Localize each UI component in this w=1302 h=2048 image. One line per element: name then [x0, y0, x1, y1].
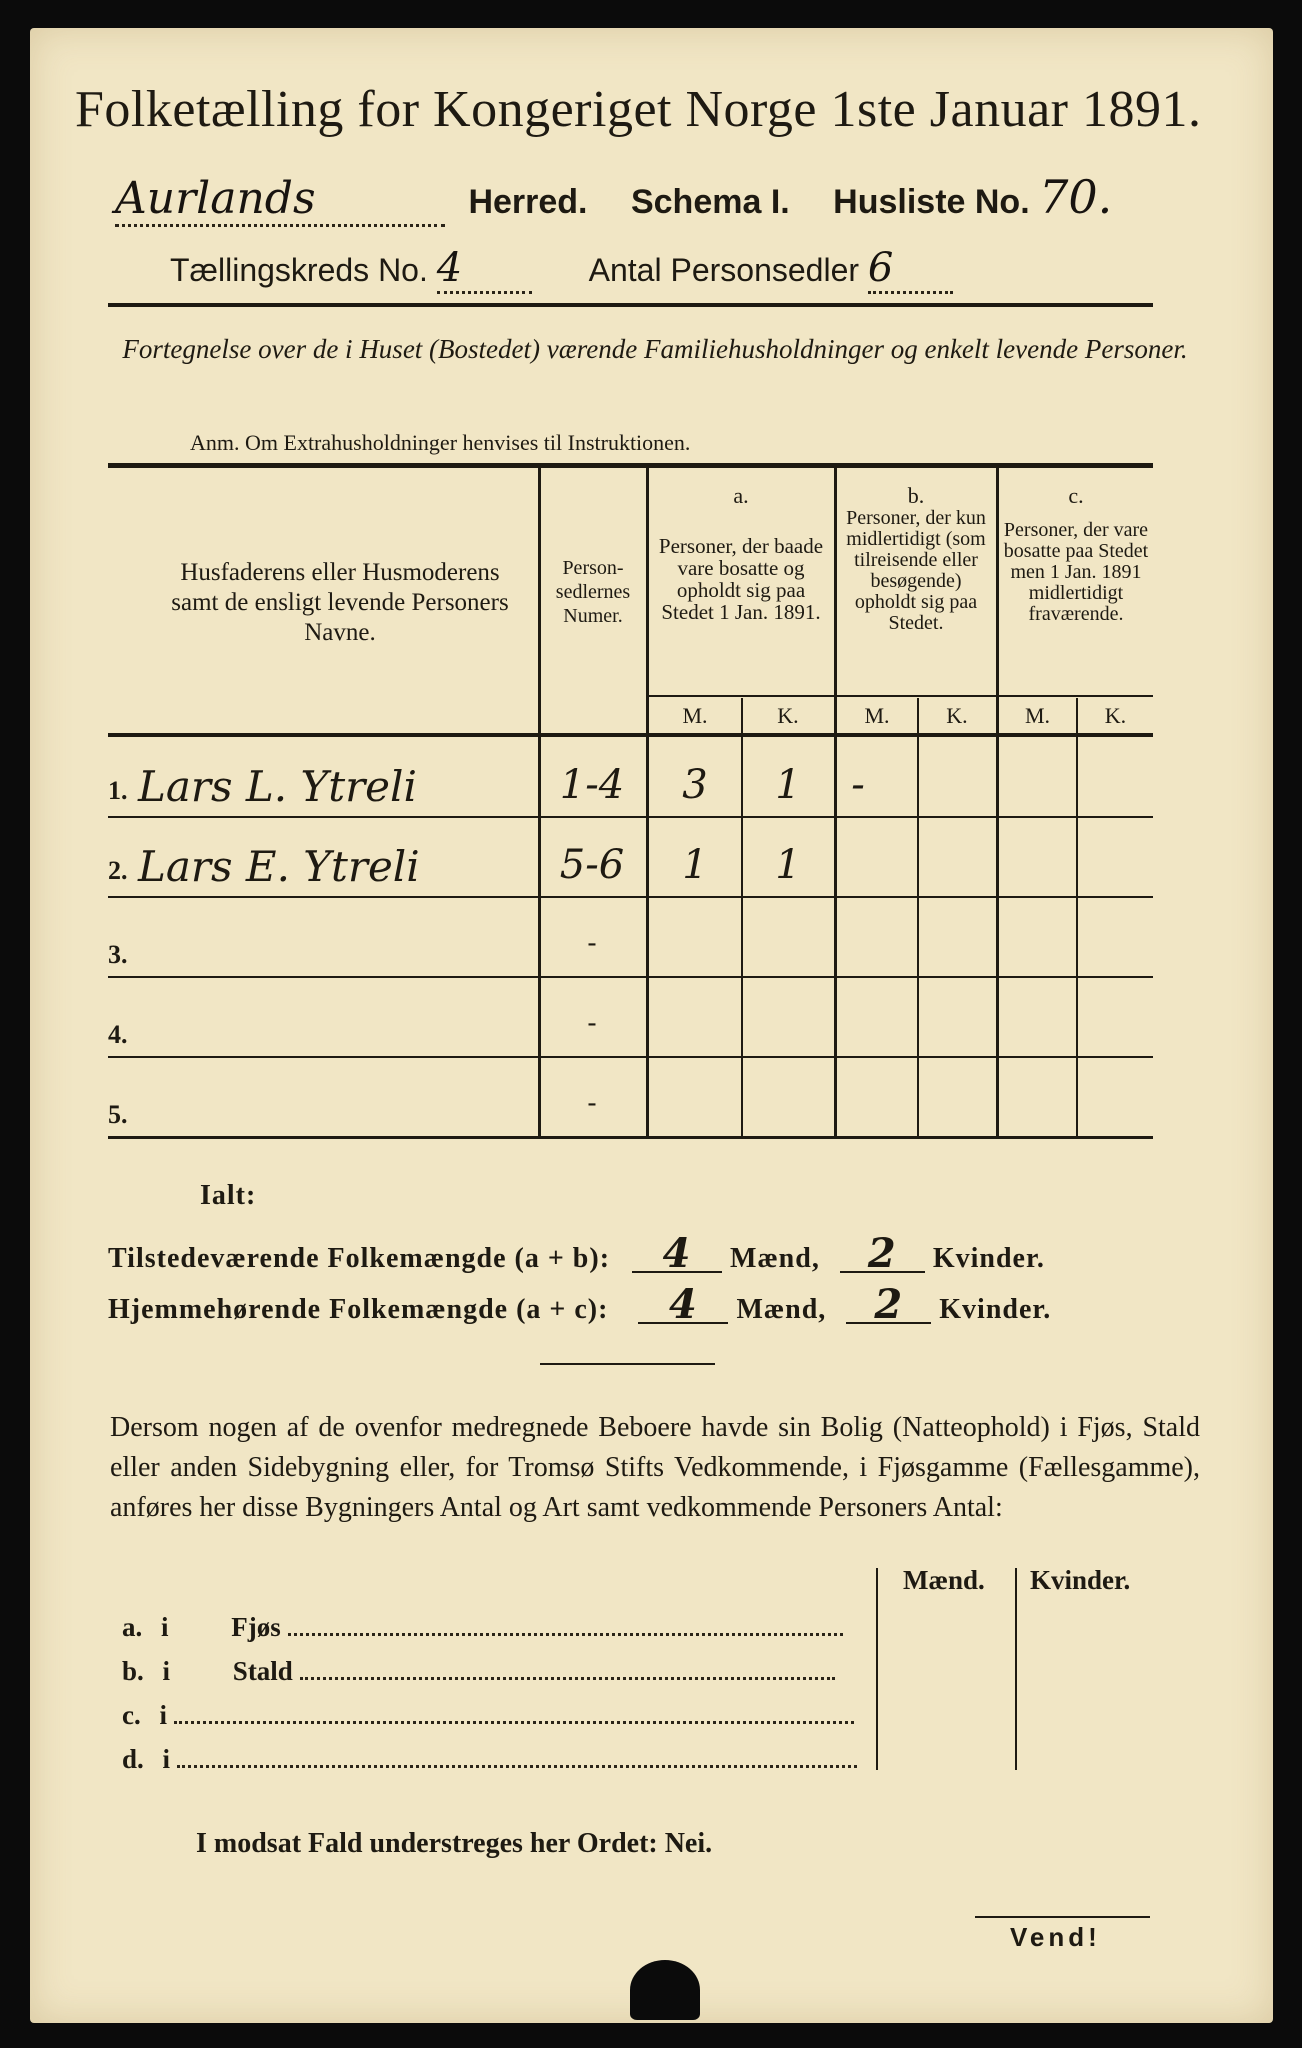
item-letter: c. [122, 1700, 141, 1730]
item-letter: b. [122, 1656, 144, 1686]
col-divider [996, 468, 999, 1136]
item-name: Fjøs [231, 1612, 281, 1642]
resident-kvinder-value: 2 [846, 1288, 931, 1324]
row-num: 1-4 [559, 762, 625, 808]
col-divider [876, 1568, 878, 1770]
form-title: Folketælling for Kongeriget Norge 1ste Januar 1891. [75, 81, 1202, 138]
col-divider [1015, 1568, 1017, 1770]
item-dots [288, 1633, 843, 1636]
resident-kvinder-label: Kvinder. [939, 1294, 1052, 1325]
header-c-m: M. [1024, 703, 1051, 728]
kreds-line [170, 245, 953, 294]
row-name: Lars E. Ytreli [138, 842, 420, 891]
header-c: Personer, der vare bosatte paa Stedet men 1 Jan. 1891 midlertidigt fraværende. [1003, 519, 1149, 625]
anm-note: Anm. Om Extrahusholdninger henvises til Instruktionen. [190, 430, 691, 455]
herred-line [115, 170, 1112, 227]
item-prefix: i [162, 1656, 171, 1686]
resident-maend-label: Mænd, [736, 1294, 827, 1325]
row-a-m: 3 [682, 762, 708, 808]
col-divider [1076, 698, 1078, 1136]
husliste-label: Husliste No. [833, 183, 1030, 221]
resident-maend-value: 4 [638, 1288, 728, 1324]
header-rule [108, 303, 1153, 307]
buildings-maend-header: Mænd. [903, 1565, 985, 1595]
row-name: Lars L. Ytreli [138, 762, 417, 811]
total-line-resident [108, 1281, 1052, 1328]
header-a-m: M. [682, 703, 708, 728]
col-divider [646, 468, 649, 1136]
header-b-letter: b. [907, 483, 925, 508]
row-number: 4. [108, 1020, 128, 1049]
item-dots [300, 1677, 835, 1680]
building-item-fjos [122, 1612, 843, 1643]
row-b-m: - [851, 762, 865, 808]
row-a-m: 1 [682, 842, 708, 888]
vend-rule [975, 1916, 1150, 1918]
table-bottom-rule [108, 1136, 1153, 1139]
row-a-k: 1 [775, 842, 801, 888]
header-a: Personer, der baade vare bosatte og opholdt sig paa Stedet 1 Jan. 1891. [658, 534, 824, 624]
present-maend-value: 4 [632, 1237, 722, 1273]
header-b: Personer, der kun midlertidigt (som tilreisende eller besøgende) opholdt sig paa Stedet. [846, 507, 986, 634]
nei-line: I modsat Fald understreges her Ordet: Nei. [196, 1828, 713, 1859]
col-divider [834, 468, 837, 1136]
item-dots [177, 1765, 857, 1768]
header-names: Husfaderens eller Husmoderens samt de ensligt levende Personers Navne. [171, 559, 509, 646]
row-number: 5. [108, 1100, 128, 1129]
schema-label: Schema I. [630, 183, 790, 221]
row-number: 3. [108, 940, 128, 969]
header-numbers: Person-sedlernes Numer. [555, 557, 631, 627]
herred-label: Herred. [468, 183, 588, 221]
row-a-k: 1 [775, 762, 801, 808]
row-rule [108, 896, 1153, 898]
row-rule [108, 1056, 1153, 1058]
row-num: - [587, 1006, 597, 1039]
header-c-k: K. [1104, 703, 1127, 728]
item-letter: a. [122, 1612, 143, 1642]
header-b-k: K. [946, 703, 968, 728]
resident-label: Hjemmehørende Folkemængde (a + c): [108, 1294, 609, 1325]
subheader-rule [646, 695, 1153, 697]
kreds-value: 4 [437, 245, 532, 294]
ink-blot [630, 1960, 700, 2020]
header-c-letter: c. [1068, 483, 1084, 508]
row-num: 5-6 [559, 842, 625, 888]
row-number: 2. [108, 856, 128, 885]
header-b-m: M. [864, 703, 890, 728]
separator-rule [540, 1363, 715, 1365]
present-label: Tilstedeværende Folkemængde (a + b): [108, 1243, 611, 1274]
row-num: - [587, 926, 597, 959]
building-item-d [122, 1744, 857, 1775]
antal-label: Antal Personsedler [588, 252, 860, 288]
item-dots [174, 1721, 854, 1724]
item-prefix: i [159, 1700, 167, 1730]
husliste-value: 70. [1039, 170, 1113, 224]
total-line-present [108, 1230, 1045, 1277]
present-kvinder-label: Kvinder. [932, 1243, 1045, 1274]
buildings-paragraph: Dersom nogen af de ovenfor medregnede Beboere havde sin Bolig (Natteophold) i Fjøs, Stald eller anden Sidebygning eller, for Tromsø Stifts Vedkommende, i Fjøsgamme (Fællesgamme), anføres her disse Bygningers Antal og Art samt vedkommende Personers Antal: [110, 1412, 1200, 1523]
antal-value: 6 [868, 245, 953, 294]
kreds-label: Tællingskreds No. [170, 252, 428, 288]
vend-label: Vend! [1010, 1922, 1101, 1952]
row-rule [108, 816, 1153, 818]
building-item-c [122, 1700, 854, 1731]
building-item-stald [122, 1656, 835, 1687]
present-maend-label: Mænd, [730, 1243, 820, 1274]
ialt-label: Ialt: [200, 1180, 257, 1211]
herred-value: Aurlands [115, 173, 445, 227]
header-a-letter: a. [733, 483, 749, 508]
row-number: 1. [108, 776, 128, 805]
buildings-kvinder-header: Kvinder. [1030, 1565, 1131, 1595]
header-a-k: K. [777, 703, 799, 728]
present-kvinder-value: 2 [840, 1237, 925, 1273]
item-letter: d. [122, 1744, 144, 1774]
row-rule [108, 976, 1153, 978]
item-prefix: i [161, 1612, 169, 1642]
item-name: Stald [232, 1656, 293, 1686]
item-prefix: i [162, 1744, 171, 1774]
intro-text: Fortegnelse over de i Huset (Bostedet) værende Familiehusholdninger og enkelt levende Personer. [122, 334, 1188, 364]
col-divider [917, 698, 919, 1136]
row-num: - [587, 1086, 597, 1119]
